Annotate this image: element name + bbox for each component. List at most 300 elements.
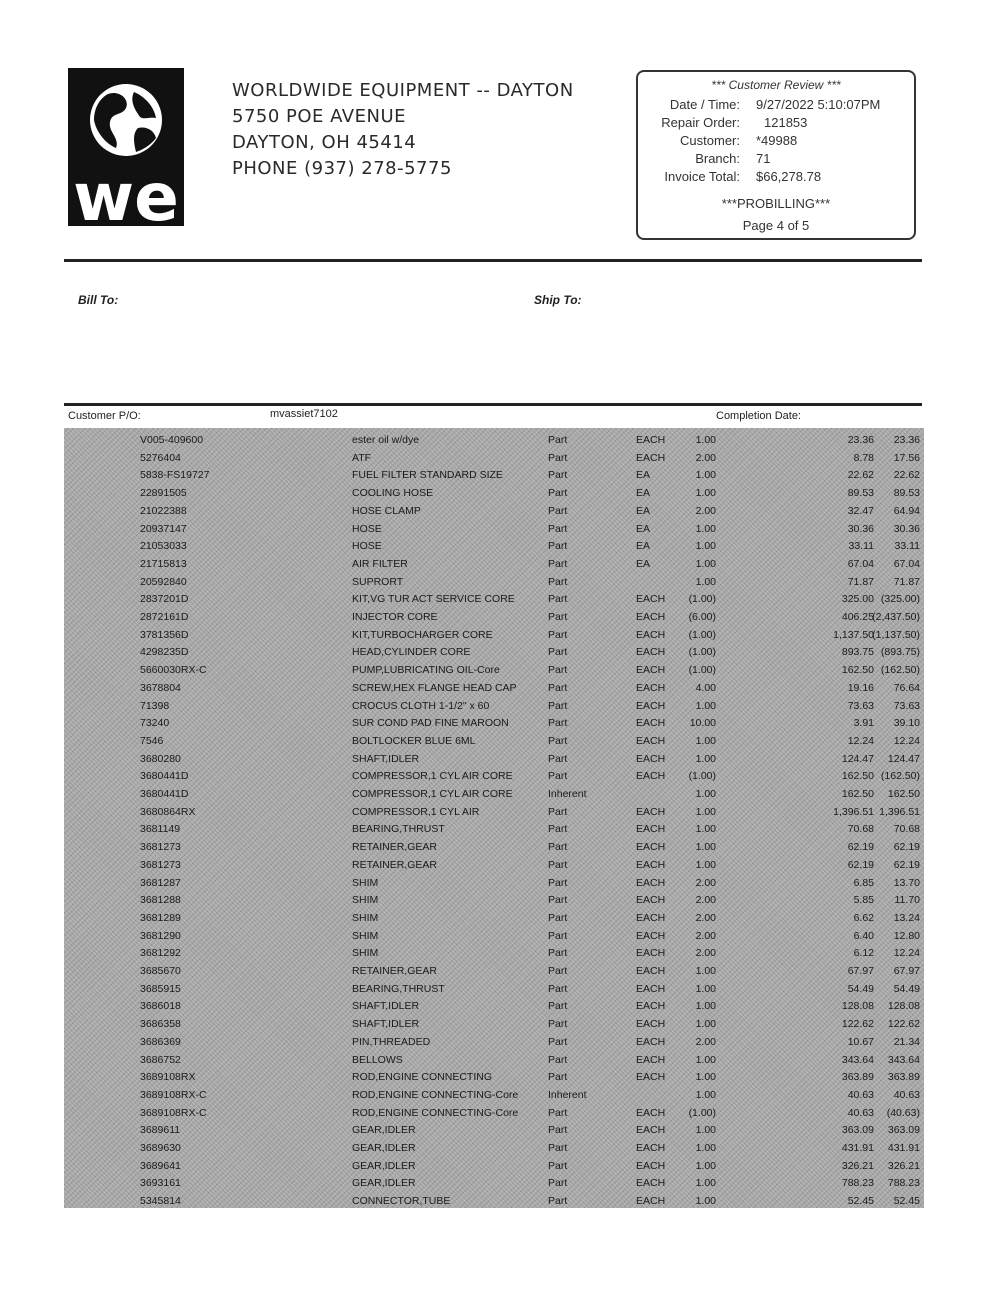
item-type: Part: [548, 434, 568, 446]
item-description: COMPRESSOR,1 CYL AIR CORE: [352, 770, 513, 783]
part-number: 3685915: [140, 982, 181, 995]
part-number: 3689108RX: [140, 1071, 196, 1084]
item-type: Part: [548, 911, 568, 924]
unit-price: 10.67: [847, 1035, 874, 1048]
unit-price: 89.53: [847, 487, 874, 500]
item-description: SCREW,HEX FLANGE HEAD CAP: [352, 681, 517, 694]
unit-of-measure: EACH: [636, 947, 666, 960]
part-number: 3686752: [140, 1053, 181, 1066]
table-row: [64, 981, 924, 999]
item-type: Part: [548, 805, 568, 818]
item-description: GEAR,IDLER: [352, 1124, 416, 1137]
table-row: [64, 698, 924, 716]
item-type: Part: [548, 858, 568, 871]
item-type: Part: [548, 876, 568, 889]
unit-price: 1,137.50: [833, 628, 874, 641]
unit-of-measure: EACH: [636, 982, 666, 995]
unit-price: 30.36: [847, 522, 874, 535]
item-description: BEARING,THRUST: [352, 982, 445, 995]
extended-amount: 326.21: [887, 1159, 920, 1172]
part-number: 2837201D: [140, 593, 189, 606]
part-number: 3681149: [140, 823, 181, 836]
part-number: 3689108RX-C: [140, 1106, 207, 1119]
extended-amount: 23.36: [893, 434, 920, 446]
unit-price: 62.19: [847, 841, 874, 854]
part-number: 3678804: [140, 681, 181, 694]
extended-amount: 62.19: [893, 858, 920, 871]
part-number: 3681287: [140, 876, 181, 889]
quantity: 1.00: [695, 982, 716, 995]
item-type: Part: [548, 469, 568, 482]
item-description: KIT,VG TUR ACT SERVICE CORE: [352, 593, 515, 606]
line-items-table: [64, 428, 924, 1208]
unit-price: 62.19: [847, 858, 874, 871]
part-number: 21022388: [140, 504, 187, 517]
extended-amount: 71.87: [893, 575, 920, 588]
unit-price: 73.63: [847, 699, 874, 712]
extended-amount: 67.04: [893, 557, 920, 570]
quantity: 1.00: [695, 522, 716, 535]
part-number: 3681288: [140, 894, 181, 907]
quantity: 1.00: [695, 1177, 716, 1190]
unit-of-measure: EACH: [636, 717, 666, 730]
quantity: (1.00): [688, 770, 716, 783]
extended-amount: 343.64: [887, 1053, 920, 1066]
unit-price: 343.64: [841, 1053, 874, 1066]
quantity: 4.00: [695, 681, 716, 694]
item-type: Part: [548, 929, 568, 942]
extended-amount: 40.63: [893, 1088, 920, 1101]
item-description: ROD,ENGINE CONNECTING: [352, 1071, 493, 1084]
part-number: 22891505: [140, 487, 187, 500]
unit-price: 32.47: [847, 504, 874, 517]
quantity: 1.00: [695, 1088, 716, 1101]
part-number: V005-409600: [140, 434, 204, 446]
quantity: 1.00: [695, 965, 716, 977]
unit-price: 431.91: [841, 1142, 874, 1154]
extended-amount: 67.97: [893, 965, 920, 977]
extended-amount: 11.70: [894, 894, 920, 907]
table-row: [64, 591, 924, 609]
bill-to-label: Bill To:: [78, 293, 119, 307]
table-row: [64, 839, 924, 857]
extended-amount: 33.11: [894, 540, 920, 553]
quantity: 2.00: [695, 876, 716, 889]
unit-of-measure: EACH: [636, 646, 666, 659]
part-number: 3693161: [140, 1177, 181, 1190]
item-type: Part: [548, 1018, 568, 1031]
extended-amount: (162.50): [880, 770, 920, 783]
table-row: [64, 503, 924, 521]
unit-price: 67.97: [847, 965, 874, 977]
table-row: [64, 432, 924, 450]
repair-order-label: Repair Order:: [661, 115, 740, 130]
unit-price: 6.62: [853, 911, 874, 924]
unit-price: 406.25: [841, 611, 874, 623]
quantity: 2.00: [695, 504, 716, 517]
part-number: 3689108RX-C: [140, 1088, 207, 1101]
item-type: Part: [548, 699, 568, 712]
table-row: [64, 786, 924, 804]
table-row: [64, 450, 924, 468]
quantity: 2.00: [695, 1035, 716, 1048]
item-type: Part: [548, 1000, 568, 1013]
item-type: Part: [548, 522, 568, 535]
table-row: [64, 963, 924, 981]
table-row: [64, 875, 924, 893]
table-row: [64, 857, 924, 875]
table-row: [64, 662, 924, 680]
quantity: (1.00): [688, 628, 716, 641]
extended-amount: 431.91: [887, 1142, 920, 1154]
unit-of-measure: EACH: [636, 894, 666, 907]
part-number: 2872161D: [140, 611, 189, 623]
extended-amount: (40.63): [886, 1106, 920, 1119]
unit-price: 40.63: [847, 1106, 874, 1119]
company-name: WORLDWIDE EQUIPMENT -- DAYTON: [232, 80, 574, 101]
part-number: 3680441D: [140, 770, 189, 783]
unit-of-measure: EACH: [636, 823, 666, 836]
unit-of-measure: EACH: [636, 965, 666, 977]
quantity: (6.00): [688, 611, 716, 623]
extended-amount: 70.68: [893, 823, 920, 836]
table-row: [64, 928, 924, 946]
quantity: 1.00: [695, 841, 716, 854]
unit-of-measure: EA: [636, 504, 651, 517]
unit-price: 70.68: [847, 823, 874, 836]
company-phone: PHONE (937) 278-5775: [232, 158, 452, 179]
item-type: Part: [548, 504, 568, 517]
quantity: 1.00: [695, 858, 716, 871]
table-row: [64, 1034, 924, 1052]
unit-price: 5.85: [853, 894, 874, 907]
unit-of-measure: EA: [636, 487, 651, 500]
quantity: 1.00: [695, 1124, 716, 1137]
extended-amount: 73.63: [893, 699, 920, 712]
header-divider: [64, 259, 922, 262]
item-description: SHIM: [352, 894, 379, 907]
part-number: 7546: [140, 734, 164, 747]
part-number: 3681292: [140, 947, 181, 960]
unit-price: 6.40: [853, 929, 874, 942]
company-header: [232, 78, 574, 182]
company-city: DAYTON, OH 45414: [232, 132, 417, 153]
part-number: 21715813: [140, 557, 187, 570]
unit-of-measure: EACH: [636, 1035, 666, 1048]
item-description: PIN,THREADED: [352, 1035, 431, 1048]
unit-of-measure: EACH: [636, 734, 666, 747]
quantity: 1.00: [695, 734, 716, 747]
page-number: Page 4 of 5: [742, 218, 810, 233]
item-description: SHAFT,IDLER: [352, 1018, 420, 1031]
quantity: 1.00: [695, 1071, 716, 1084]
unit-of-measure: EACH: [636, 1177, 666, 1190]
unit-price: 162.50: [841, 664, 874, 677]
unit-price: 22.62: [847, 469, 874, 482]
item-description: HOSE CLAMP: [352, 504, 421, 517]
company-address: 5750 POE AVENUE: [232, 106, 407, 127]
unit-of-measure: EACH: [636, 929, 666, 942]
item-description: SHIM: [352, 947, 379, 960]
extended-amount: 54.49: [893, 982, 920, 995]
logo-text: we: [73, 159, 179, 226]
item-type: Part: [548, 664, 568, 677]
extended-amount: 1,396.51: [879, 805, 920, 818]
item-description: SHAFT,IDLER: [352, 752, 420, 765]
review-title: *** Customer Review ***: [711, 78, 841, 92]
table-row: [64, 1158, 924, 1176]
unit-price: 33.11: [848, 540, 874, 553]
unit-price: 40.63: [847, 1088, 874, 1101]
unit-price: 128.08: [841, 1000, 874, 1013]
unit-price: 6.12: [853, 947, 874, 960]
repair-order-value: 121853: [764, 115, 808, 130]
date-value: 9/27/2022 5:10:07PM: [756, 97, 881, 112]
item-type: Part: [548, 628, 568, 641]
item-type: Part: [548, 717, 568, 730]
unit-of-measure: EACH: [636, 664, 666, 677]
item-description: BEARING,THRUST: [352, 823, 445, 836]
item-type: Part: [548, 451, 568, 464]
part-number: 3689630: [140, 1142, 181, 1154]
completion-date-label: Completion Date:: [716, 410, 801, 422]
item-description: COMPRESSOR,1 CYL AIR: [352, 805, 480, 818]
customer-label: Customer:: [680, 133, 740, 148]
extended-amount: 62.19: [893, 841, 920, 854]
extended-amount: 13.24: [893, 911, 920, 924]
quantity: 1.00: [695, 1018, 716, 1031]
table-row: [64, 751, 924, 769]
table-row: [64, 609, 924, 627]
extended-amount: (2,437.50): [872, 611, 920, 623]
item-type: Part: [548, 965, 568, 977]
extended-amount: 124.47: [887, 752, 920, 765]
item-description: SUPRORT: [352, 575, 404, 588]
table-divider: [64, 403, 922, 406]
extended-amount: 39.10: [893, 717, 920, 730]
item-type: Part: [548, 947, 568, 960]
item-type: Part: [548, 1071, 568, 1084]
table-row: [64, 1052, 924, 1070]
quantity: 1.00: [695, 469, 716, 482]
extended-amount: 122.62: [887, 1018, 920, 1031]
item-description: CONNECTOR,TUBE: [352, 1195, 451, 1208]
unit-of-measure: EACH: [636, 434, 666, 446]
quantity: 1.00: [695, 1000, 716, 1013]
unit-of-measure: EACH: [636, 451, 666, 464]
unit-of-measure: EACH: [636, 681, 666, 694]
item-description: INJECTOR CORE: [352, 611, 438, 623]
item-type: Part: [548, 557, 568, 570]
extended-amount: 52.45: [893, 1195, 920, 1208]
quantity: 1.00: [695, 487, 716, 500]
extended-amount: 89.53: [893, 487, 920, 500]
table-row: [64, 1069, 924, 1087]
item-description: KIT,TURBOCHARGER CORE: [352, 628, 493, 641]
unit-price: 893.75: [841, 646, 874, 659]
table-row: [64, 1087, 924, 1105]
quantity: 1.00: [695, 752, 716, 765]
part-number: 3686358: [140, 1018, 181, 1031]
item-description: RETAINER,GEAR: [352, 965, 437, 977]
quantity: 1.00: [695, 1053, 716, 1066]
unit-of-measure: EA: [636, 557, 651, 570]
unit-of-measure: EACH: [636, 1159, 666, 1172]
extended-amount: 30.36: [893, 522, 920, 535]
item-description: AIR FILTER: [352, 557, 408, 570]
unit-price: 363.09: [841, 1124, 874, 1137]
table-row: [64, 821, 924, 839]
item-description: SHIM: [352, 929, 379, 942]
part-number: 3686018: [140, 1000, 181, 1013]
item-description: ROD,ENGINE CONNECTING-Core: [352, 1088, 519, 1101]
extended-amount: 363.09: [887, 1124, 920, 1137]
extended-amount: 13.70: [893, 876, 920, 889]
item-type: Part: [548, 1177, 568, 1190]
customer-po-value: mvassiet7102: [270, 408, 338, 420]
item-type: Part: [548, 1124, 568, 1137]
extended-amount: 12.24: [893, 734, 920, 747]
quantity: 1.00: [695, 788, 716, 800]
review-branch-row: [638, 151, 914, 169]
review-date-row: [638, 97, 914, 115]
unit-of-measure: EACH: [636, 841, 666, 854]
table-row: [64, 538, 924, 556]
item-type: Inherent: [548, 1088, 587, 1101]
quantity: (1.00): [688, 664, 716, 677]
item-type: Part: [548, 1053, 568, 1066]
quantity: 2.00: [695, 947, 716, 960]
quantity: 2.00: [695, 911, 716, 924]
item-description: GEAR,IDLER: [352, 1142, 416, 1154]
unit-price: 363.89: [841, 1071, 874, 1084]
item-description: HEAD,CYLINDER CORE: [352, 646, 471, 659]
unit-price: 3.91: [853, 717, 874, 730]
quantity: 1.00: [695, 823, 716, 836]
extended-amount: 12.80: [893, 929, 920, 942]
table-row: [64, 945, 924, 963]
company-logo: [68, 68, 184, 226]
unit-of-measure: EACH: [636, 876, 666, 889]
unit-of-measure: EACH: [636, 1142, 666, 1154]
customer-po-label: Customer P/O:: [68, 410, 141, 422]
item-type: Part: [548, 611, 568, 623]
table-row: [64, 715, 924, 733]
part-number: 71398: [140, 699, 170, 712]
table-row: [64, 1105, 924, 1123]
table-row: [64, 998, 924, 1016]
review-customer-row: [638, 133, 914, 151]
item-description: GEAR,IDLER: [352, 1177, 416, 1190]
part-number: 20937147: [140, 522, 187, 535]
unit-price: 326.21: [841, 1159, 874, 1172]
unit-of-measure: EACH: [636, 611, 666, 623]
quantity: 1.00: [695, 805, 716, 818]
probilling-label: ***PROBILLING***: [721, 196, 831, 211]
extended-amount: (162.50): [880, 664, 920, 677]
quantity: 1.00: [695, 1142, 716, 1154]
unit-price: 162.50: [841, 788, 874, 800]
item-type: Part: [548, 841, 568, 854]
unit-of-measure: EACH: [636, 1000, 666, 1013]
unit-of-measure: EACH: [636, 805, 666, 818]
unit-price: 1,396.51: [833, 805, 874, 818]
quantity: 1.00: [695, 1159, 716, 1172]
item-description: CROCUS CLOTH 1-1/2" x 60: [352, 699, 490, 712]
item-description: BELLOWS: [352, 1053, 403, 1066]
item-description: GEAR,IDLER: [352, 1159, 416, 1172]
unit-of-measure: EACH: [636, 628, 666, 641]
unit-price: 71.87: [847, 575, 874, 588]
unit-price: 122.62: [841, 1018, 874, 1031]
unit-price: 67.04: [847, 557, 874, 570]
unit-of-measure: EACH: [636, 858, 666, 871]
item-description: SHIM: [352, 876, 379, 889]
part-number: 3686369: [140, 1035, 181, 1048]
part-number: 5838-FS19727: [140, 469, 210, 482]
quantity: (1.00): [688, 593, 716, 606]
unit-of-measure: EACH: [636, 593, 666, 606]
quantity: (1.00): [688, 646, 716, 659]
item-type: Part: [548, 487, 568, 500]
table-row: [64, 485, 924, 503]
extended-amount: 76.64: [893, 681, 920, 694]
table-row: [64, 680, 924, 698]
quantity: 10.00: [689, 717, 716, 730]
unit-of-measure: EACH: [636, 1018, 666, 1031]
extended-amount: (325.00): [880, 593, 920, 606]
table-row: [64, 1175, 924, 1193]
part-number: 4298235D: [140, 646, 189, 659]
part-number: 3680280: [140, 752, 181, 765]
quantity: 2.00: [695, 929, 716, 942]
item-description: SHAFT,IDLER: [352, 1000, 420, 1013]
ship-to-label: Ship To:: [534, 293, 582, 307]
extended-amount: 12.24: [893, 947, 920, 960]
quantity: 2.00: [695, 451, 716, 464]
item-description: SUR COND PAD FINE MAROON: [352, 717, 509, 730]
unit-price: 6.85: [853, 876, 874, 889]
item-type: Part: [548, 593, 568, 606]
item-description: ester oil w/dye: [352, 434, 420, 446]
unit-price: 54.49: [847, 982, 874, 995]
part-number: 3685670: [140, 965, 181, 977]
extended-amount: (1,137.50): [872, 628, 920, 641]
table-row: [64, 733, 924, 751]
date-label: Date / Time:: [669, 97, 740, 112]
item-type: Part: [548, 734, 568, 747]
customer-review-box: [636, 70, 916, 240]
extended-amount: 17.56: [893, 451, 920, 464]
item-type: Part: [548, 752, 568, 765]
item-description: BOLTLOCKER BLUE 6ML: [352, 734, 476, 747]
table-row: [64, 521, 924, 539]
table-row: [64, 644, 924, 662]
table-row: [64, 1122, 924, 1140]
quantity: 1.00: [695, 540, 716, 553]
part-number: 3689641: [140, 1159, 181, 1172]
unit-price: 162.50: [841, 770, 874, 783]
part-number: 5276404: [140, 451, 181, 464]
unit-price: 23.36: [847, 434, 874, 446]
item-type: Part: [548, 575, 568, 588]
item-type: Part: [548, 894, 568, 907]
unit-of-measure: EA: [636, 540, 651, 553]
extended-amount: 22.62: [893, 469, 920, 482]
item-description: ROD,ENGINE CONNECTING-Core: [352, 1106, 519, 1119]
review-invoice-row: [638, 169, 914, 187]
part-number: 3689611: [140, 1124, 181, 1137]
